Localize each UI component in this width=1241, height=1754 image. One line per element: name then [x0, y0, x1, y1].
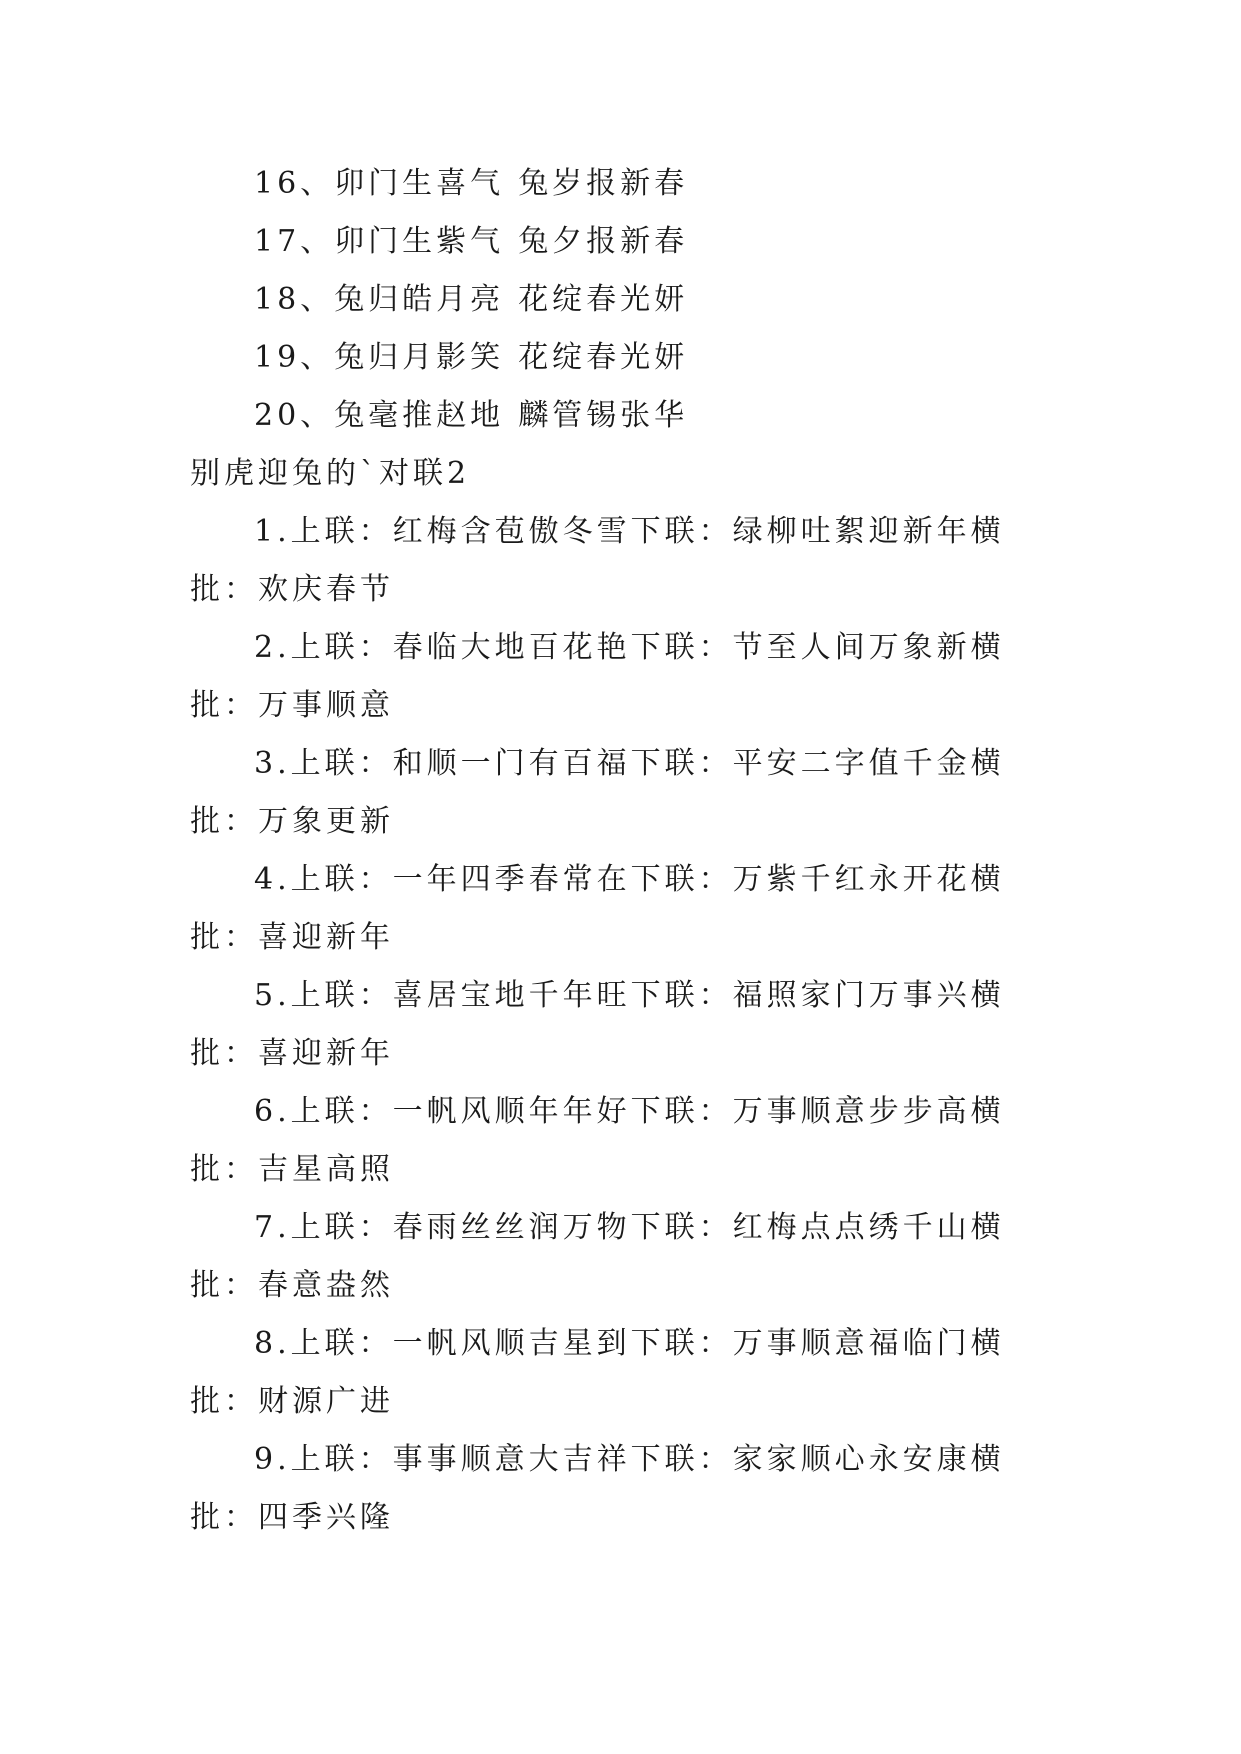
pair-number: 19、	[254, 340, 335, 375]
pair-first-line: 兔毫推赵地	[334, 398, 505, 433]
couplet-item-6: 6.上联：一帆风顺年年好下联：万事顺意步步高横批：吉星高照	[190, 1094, 1005, 1187]
numbered-pair-20	[190, 387, 1070, 445]
pair-number: 18、	[254, 282, 335, 317]
pair-first-line: 卯门生喜气	[334, 166, 505, 201]
pair-second-line: 花绽春光妍	[518, 340, 689, 375]
pair-first-line: 卯门生紫气	[334, 224, 505, 259]
pair-second-line: 花绽春光妍	[518, 282, 689, 317]
couplet-item-9: 9.上联：事事顺意大吉祥下联：家家顺心永安康横批：四季兴隆	[190, 1442, 1005, 1535]
pair-second-line: 兔夕报新春	[518, 224, 689, 259]
section-title: 别虎迎兔的`对联2	[190, 456, 471, 491]
pair-first-line: 兔归月影笑	[334, 340, 505, 375]
pair-first-line: 兔归皓月亮	[334, 282, 505, 317]
couplet-item-7: 7.上联：春雨丝丝润万物下联：红梅点点绣千山横批：春意盎然	[190, 1210, 1005, 1303]
pair-number: 17、	[254, 224, 335, 259]
numbered-pair-19	[190, 329, 1070, 387]
numbered-pair-18	[190, 271, 1070, 329]
pair-number: 20、	[254, 398, 335, 433]
pair-second-line: 兔岁报新春	[518, 166, 689, 201]
couplet-item-2: 2.上联：春临大地百花艳下联：节至人间万象新横批：万事顺意	[190, 630, 1005, 723]
document-body	[190, 155, 1070, 1547]
pair-number: 16、	[254, 166, 335, 201]
couplet-item-8: 8.上联：一帆风顺吉星到下联：万事顺意福临门横批：财源广进	[190, 1326, 1005, 1419]
couplet-item-1: 1.上联：红梅含苞傲冬雪下联：绿柳吐絮迎新年横批：欢庆春节	[190, 514, 1005, 607]
numbered-pair-17	[190, 213, 1070, 271]
couplet-item-4: 4.上联：一年四季春常在下联：万紫千红永开花横批：喜迎新年	[190, 862, 1005, 955]
pair-second-line: 麟管锡张华	[518, 398, 689, 433]
numbered-pair-16	[190, 155, 1070, 213]
couplet-item-5: 5.上联：喜居宝地千年旺下联：福照家门万事兴横批：喜迎新年	[190, 978, 1005, 1071]
couplet-item-3: 3.上联：和顺一门有百福下联：平安二字值千金横批：万象更新	[190, 746, 1005, 839]
